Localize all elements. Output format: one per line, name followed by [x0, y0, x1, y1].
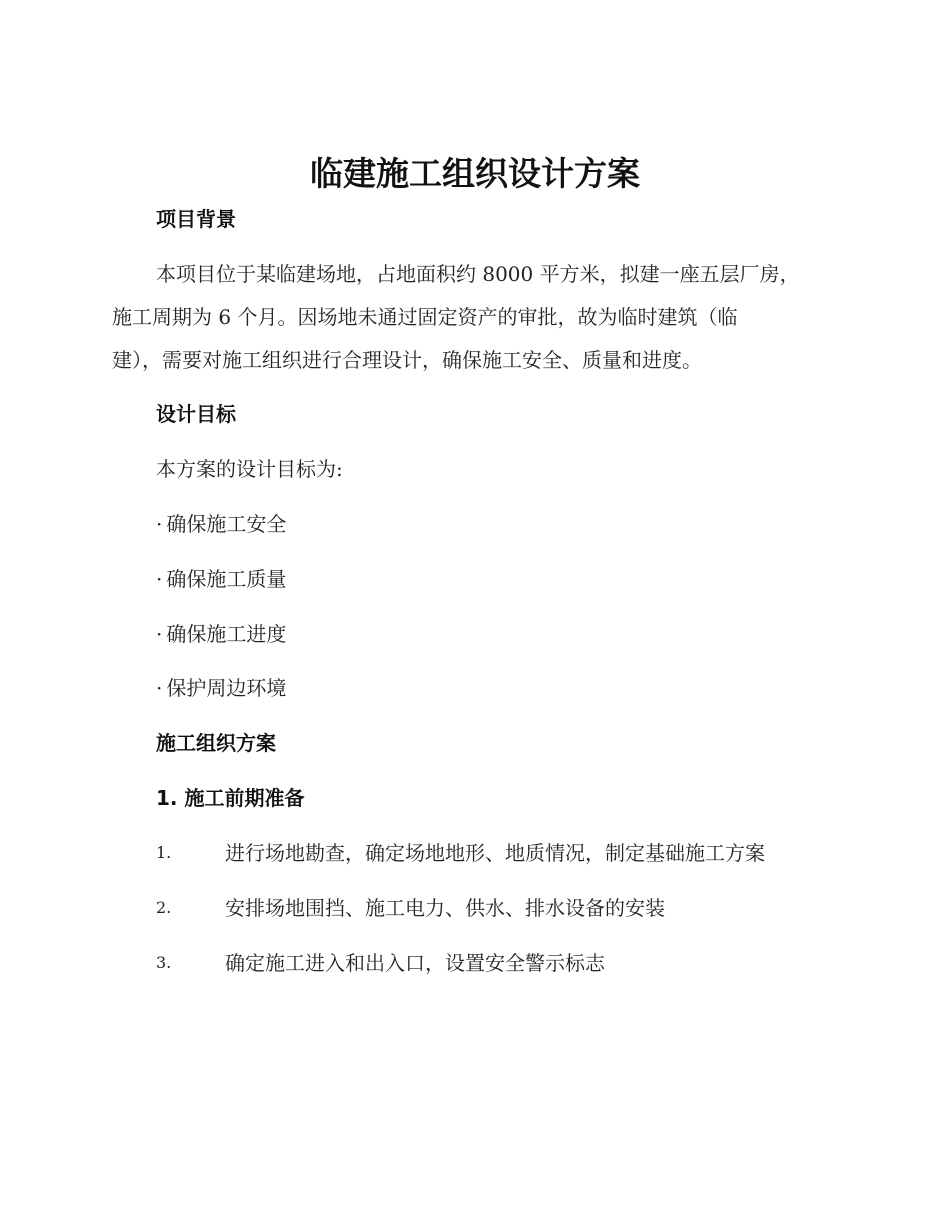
bullet-dot-icon: · [156, 676, 163, 700]
goals-intro: 本方案的设计目标为: [156, 457, 343, 481]
heading-design-goals: 设计目标 [156, 402, 236, 426]
background-paragraph-line-1: 本项目位于某临建场地，占地面积约 8000 平方米，拟建一座五层厂房， [156, 262, 800, 286]
goal-bullet-text: 确保施工进度 [166, 622, 287, 646]
step-number: 2. [156, 898, 172, 917]
background-paragraph-line-2: 施工周期为 6 个月。因场地未通过固定资产的审批，故为临时建筑（临 [112, 305, 738, 329]
document-title: 临建施工组织设计方案 [310, 154, 640, 193]
bullet-dot-icon: · [156, 512, 163, 536]
goal-bullet-item [156, 619, 286, 649]
step-number: 3. [156, 953, 172, 972]
goal-bullet-item [156, 673, 286, 703]
goal-bullet-item [156, 564, 286, 594]
background-paragraph-line-3: 建），需要对施工组织进行合理设计，确保施工安全、质量和进度。 [112, 348, 702, 372]
step-text: 安排场地围挡、施工电力、供水、排水设备的安装 [225, 896, 665, 920]
step-text: 确定施工进入和出入口，设置安全警示标志 [225, 951, 605, 975]
subheading-preparation: 1. 施工前期准备 [156, 786, 305, 810]
step-number: 1. [156, 843, 172, 862]
heading-construction-plan: 施工组织方案 [156, 731, 276, 755]
step-text: 进行场地勘查，确定场地地形、地质情况，制定基础施工方案 [225, 841, 765, 865]
goal-bullet-item [156, 509, 286, 539]
goal-bullet-text: 确保施工质量 [166, 567, 287, 591]
bullet-dot-icon: · [156, 567, 163, 591]
heading-project-background: 项目背景 [156, 207, 236, 231]
goal-bullet-text: 确保施工安全 [166, 512, 287, 536]
bullet-dot-icon: · [156, 622, 163, 646]
goal-bullet-text: 保护周边环境 [166, 676, 287, 700]
